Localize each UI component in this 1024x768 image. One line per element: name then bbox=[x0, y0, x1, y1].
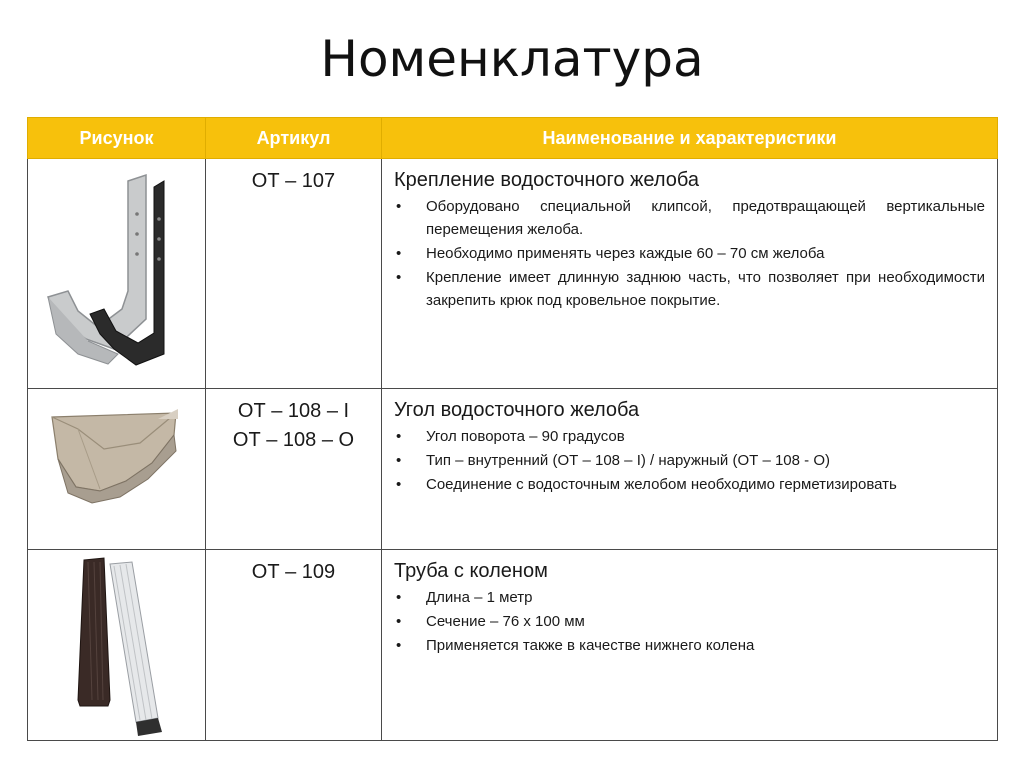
table-row bbox=[28, 550, 998, 741]
item-name: Угол водосточного желоба bbox=[394, 399, 640, 421]
picture-cell bbox=[28, 389, 206, 550]
gutter-corner-icon bbox=[28, 389, 204, 547]
table-row bbox=[28, 159, 998, 389]
list-item: • Применяется также в качестве нижнего колена bbox=[394, 634, 985, 657]
list-item: • Необходимо применять через каждые 60 – 70 см желоба bbox=[394, 242, 985, 265]
article-cell bbox=[206, 159, 382, 389]
table-header-row bbox=[28, 118, 998, 159]
description-cell bbox=[382, 550, 998, 741]
list-item: • Соединение с водосточным желобом необходимо герметизировать bbox=[394, 473, 985, 496]
gutter-bracket-icon bbox=[28, 159, 204, 387]
picture-cell bbox=[28, 550, 206, 741]
feature-list bbox=[394, 195, 985, 312]
article-code: ОТ – 107 bbox=[251, 170, 336, 192]
article-cell bbox=[206, 550, 382, 741]
page-title: Номенклатура bbox=[320, 30, 704, 88]
article-code: ОТ – 108 – О bbox=[232, 429, 355, 451]
item-name: Крепление водосточного желоба bbox=[394, 169, 700, 191]
list-item: • Оборудовано специальной клипсой, предотвращающей вертикальные перемещения желоба. bbox=[394, 195, 985, 241]
table-row bbox=[28, 389, 998, 550]
feature-list bbox=[394, 586, 985, 657]
list-item: • Тип – внутренний (ОТ – 108 – I) / наружный (ОТ – 108 - О) bbox=[394, 449, 985, 472]
column-header-article: Артикул bbox=[206, 118, 382, 159]
description-cell bbox=[382, 159, 998, 389]
list-item: • Длина – 1 метр bbox=[394, 586, 985, 609]
nomenclature-table bbox=[27, 117, 998, 741]
description-cell bbox=[382, 389, 998, 550]
feature-list bbox=[394, 425, 985, 496]
column-header-description: Наименование и характеристики bbox=[382, 118, 998, 159]
article-cell bbox=[206, 389, 382, 550]
column-header-picture: Рисунок bbox=[28, 118, 206, 159]
article-code: ОТ – 108 – I bbox=[237, 400, 350, 422]
picture-cell bbox=[28, 159, 206, 389]
item-name: Труба с коленом bbox=[394, 560, 548, 582]
list-item: • Сечение – 76 х 100 мм bbox=[394, 610, 985, 633]
article-code: ОТ – 109 bbox=[251, 561, 336, 583]
list-item: • Крепление имеет длинную заднюю часть, что позволяет при необходимости закрепить крюк под кровельное покрытие. bbox=[394, 266, 985, 312]
list-item: • Угол поворота – 90 градусов bbox=[394, 425, 985, 448]
downpipe-icon bbox=[28, 550, 204, 738]
